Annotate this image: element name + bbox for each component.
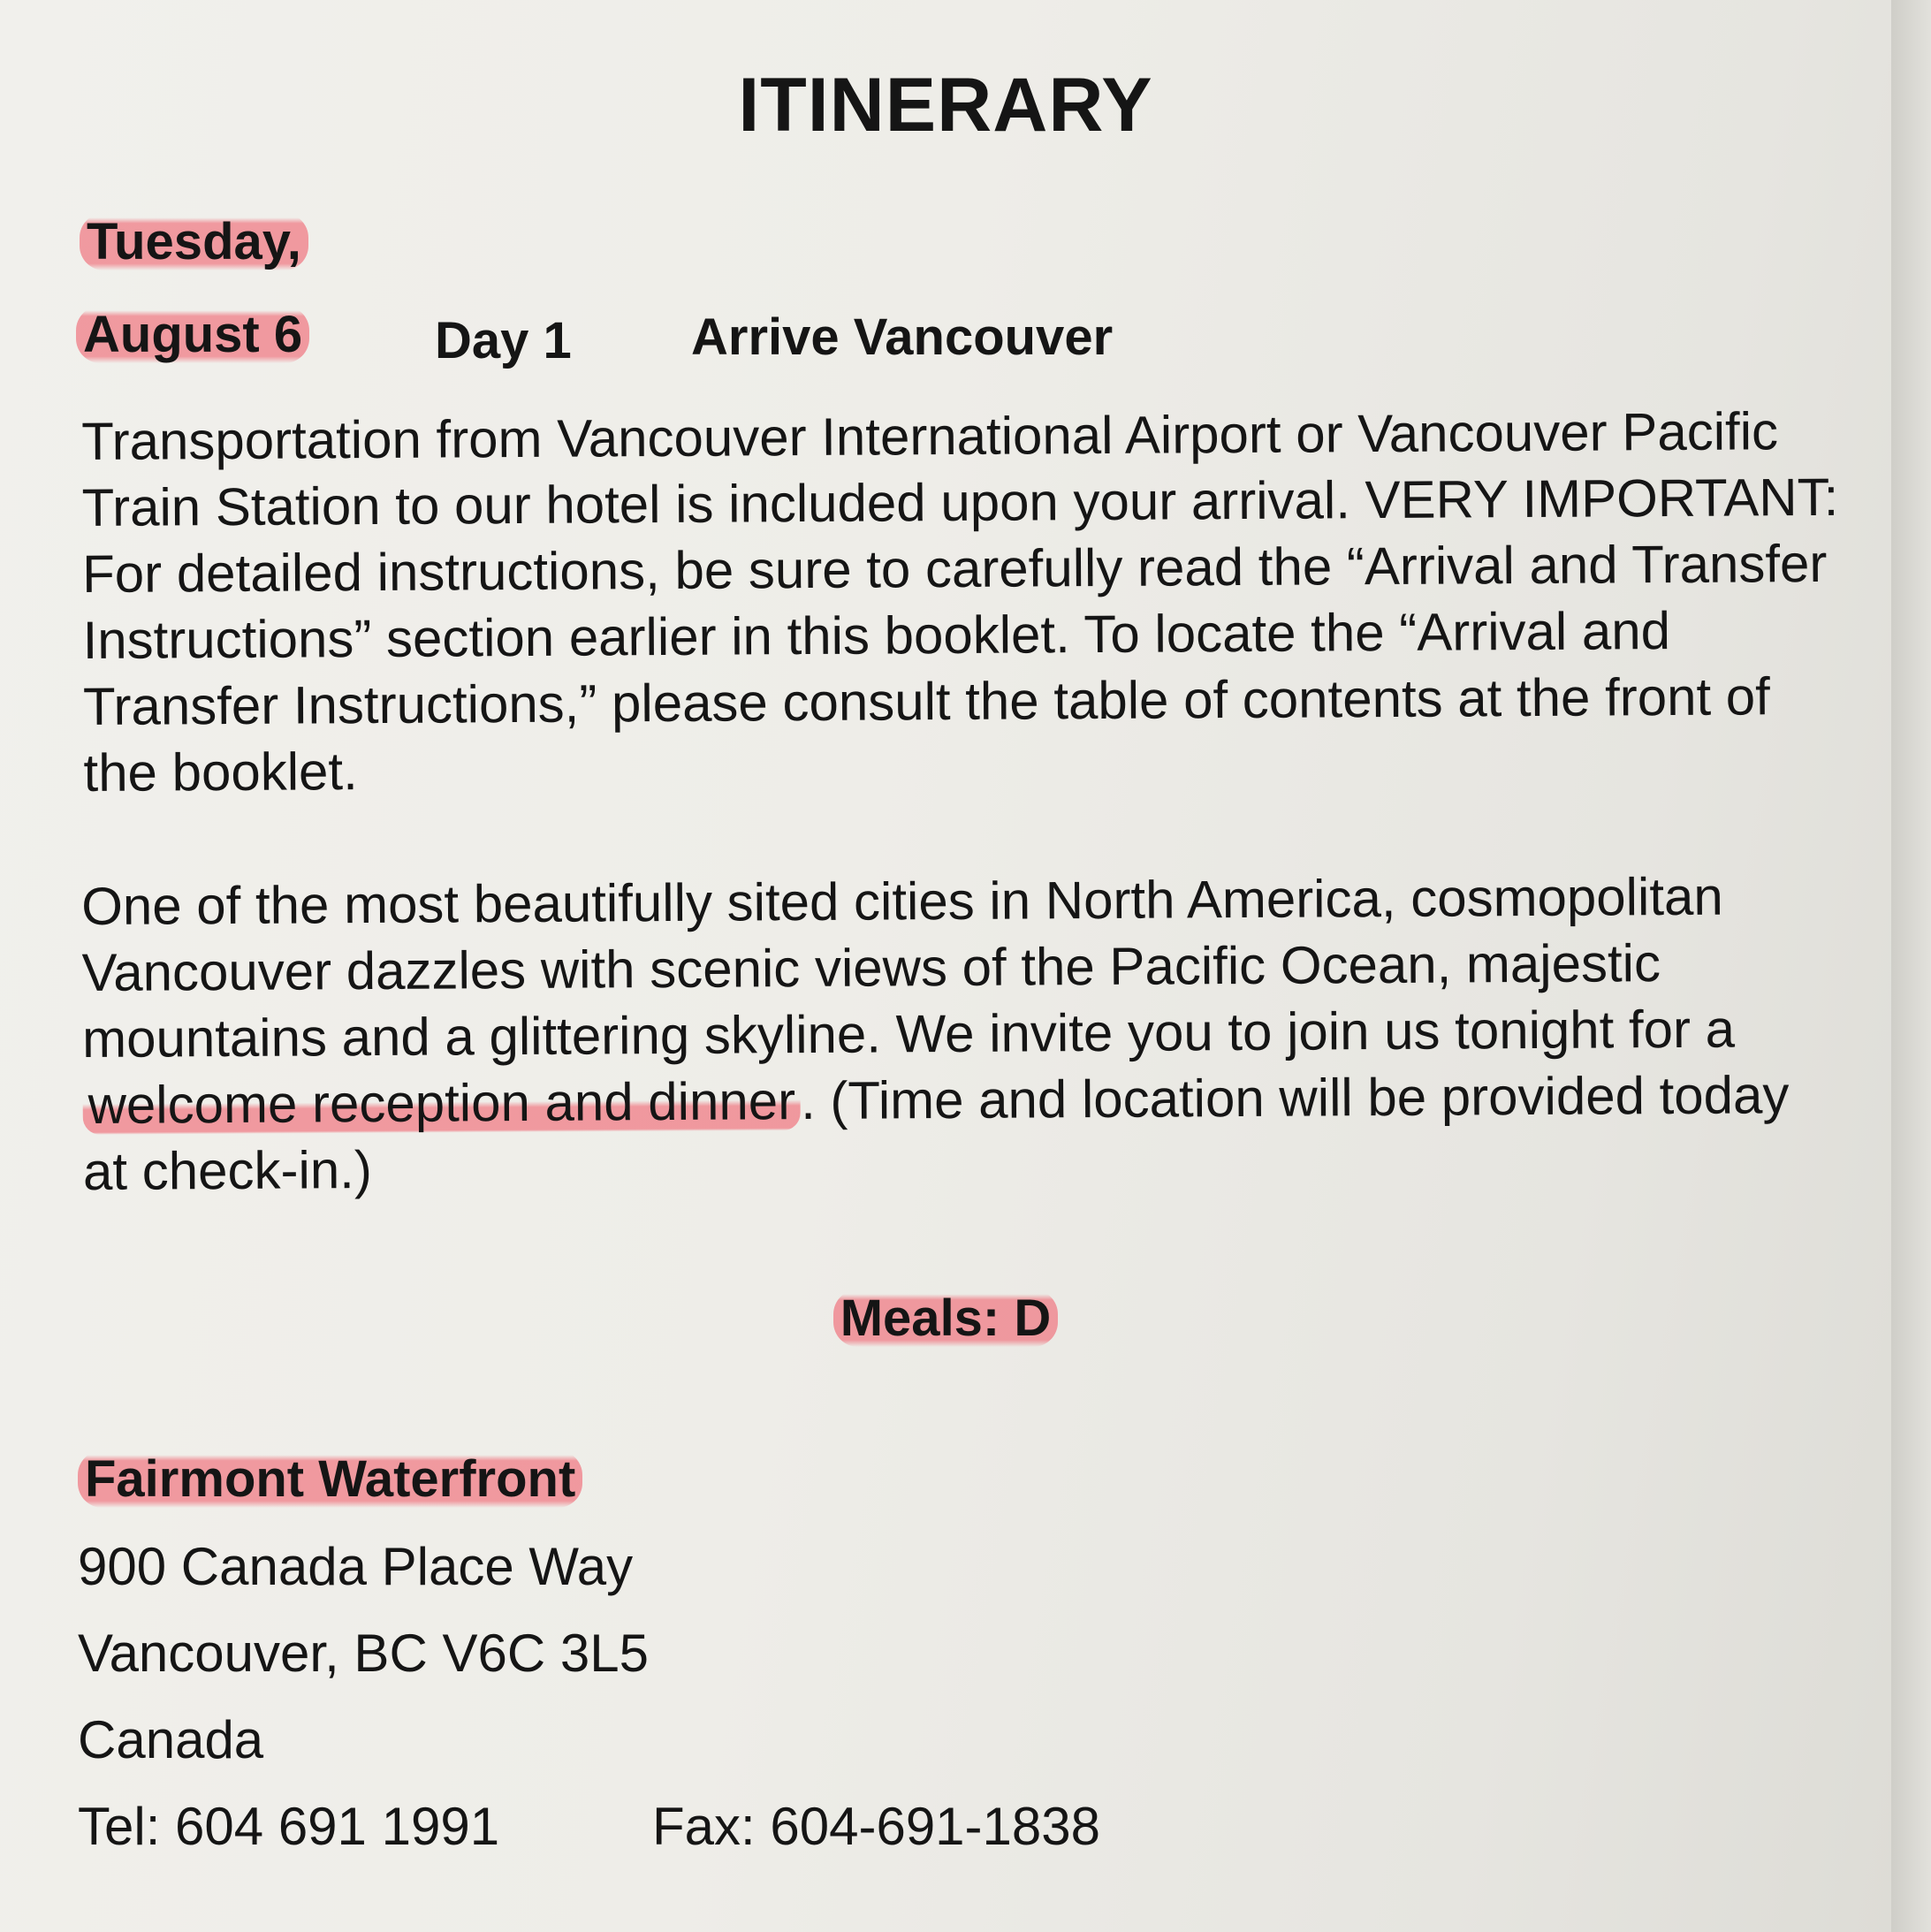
paragraph-line: One of the most beautifully sited cities in North America, cosmopolitan bbox=[81, 866, 1723, 936]
vancouver-paragraph bbox=[81, 862, 1891, 1205]
paragraph-line: Transfer Instructions,” please consult the table of contents at the front of bbox=[82, 666, 1771, 736]
hotel-name-highlight: Fairmont Waterfront bbox=[78, 1450, 582, 1508]
paragraph-line: Vancouver dazzles with scenic views of the Pacific Ocean, majestic bbox=[81, 933, 1661, 1002]
paragraph-line: mountains and a glittering skyline. We invite you to join us tonight for a bbox=[81, 999, 1736, 1069]
page-title: ITINERARY bbox=[738, 63, 1153, 148]
meals-label bbox=[0, 1289, 1891, 1348]
hotel-name bbox=[78, 1449, 582, 1509]
time-location-note: . (Time and location will be provided today bbox=[800, 1065, 1790, 1131]
paragraph-line: For detailed instructions, be sure to carefully read the “Arrival and Transfer bbox=[81, 533, 1828, 604]
page-edge bbox=[1891, 0, 1931, 1932]
meals-highlight: Meals: D bbox=[833, 1289, 1059, 1347]
transportation-paragraph bbox=[81, 397, 1891, 806]
paragraph-line: Transportation from Vancouver International Airport or Vancouver Pacific bbox=[81, 401, 1779, 471]
weekday-label bbox=[80, 212, 308, 271]
hotel-street: 900 Canada Place Way bbox=[78, 1537, 634, 1596]
hotel-tel: Tel: 604 691 1991 bbox=[78, 1797, 500, 1856]
arrival-location-label: Arrive Vancouver bbox=[691, 308, 1114, 366]
date-label bbox=[76, 305, 309, 364]
hotel-fax: Fax: 604-691-1838 bbox=[652, 1797, 1101, 1856]
paragraph-line: Instructions” section earlier in this booklet. To locate the “Arrival and bbox=[82, 601, 1671, 670]
weekday-highlight: Tuesday, bbox=[80, 213, 308, 270]
paragraph-line: at check-in.) bbox=[82, 1139, 373, 1201]
hotel-country: Canada bbox=[78, 1710, 264, 1769]
hotel-city: Vancouver, BC V6C 3L5 bbox=[78, 1624, 649, 1683]
date-highlight: August 6 bbox=[76, 306, 309, 363]
paragraph-line: Train Station to our hotel is included upon your arrival. VERY IMPORTANT: bbox=[81, 467, 1839, 537]
day-number-label: Day 1 bbox=[435, 312, 572, 369]
paragraph-line bbox=[82, 1061, 1891, 1138]
reception-highlight: welcome reception and dinner bbox=[82, 1071, 801, 1135]
paragraph-line: the booklet. bbox=[83, 742, 358, 802]
